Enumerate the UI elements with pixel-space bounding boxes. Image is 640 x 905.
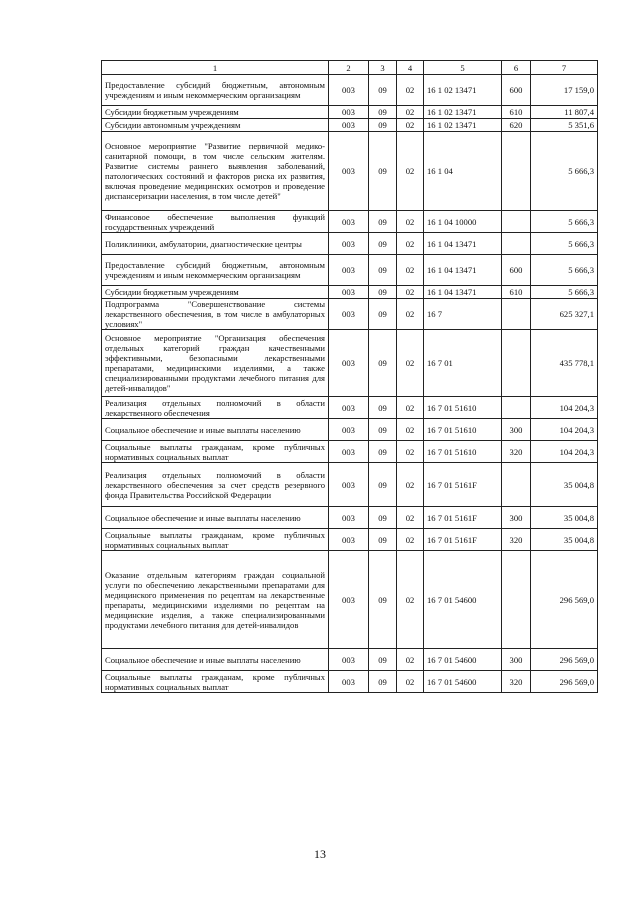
section-code: 09 — [369, 255, 397, 286]
column-header: 2 — [329, 61, 369, 75]
expense-type-code — [502, 551, 531, 649]
expense-type-code: 610 — [502, 106, 531, 119]
target-article-code: 16 1 04 13471 — [424, 286, 502, 299]
amount: 35 004,8 — [531, 529, 598, 551]
subsection-code: 02 — [397, 397, 424, 419]
column-header: 3 — [369, 61, 397, 75]
subsection-code: 02 — [397, 671, 424, 693]
table-row — [102, 397, 598, 419]
item-name: Поликлиники, амбулатории, диагностические центры — [102, 233, 329, 255]
expense-type-code — [502, 299, 531, 330]
admin-code: 003 — [329, 211, 369, 233]
admin-code: 003 — [329, 649, 369, 671]
target-article-code: 16 7 01 — [424, 330, 502, 397]
admin-code: 003 — [329, 529, 369, 551]
section-code: 09 — [369, 119, 397, 132]
expense-type-code: 300 — [502, 419, 531, 441]
admin-code: 003 — [329, 119, 369, 132]
target-article-code: 16 1 04 10000 — [424, 211, 502, 233]
expense-type-code: 600 — [502, 255, 531, 286]
amount: 296 569,0 — [531, 551, 598, 649]
target-article-code: 16 7 — [424, 299, 502, 330]
subsection-code: 02 — [397, 255, 424, 286]
target-article-code: 16 7 01 5161F — [424, 507, 502, 529]
page-number: 13 — [314, 847, 326, 861]
section-code: 09 — [369, 551, 397, 649]
column-header: 6 — [502, 61, 531, 75]
subsection-code: 02 — [397, 119, 424, 132]
target-article-code: 16 1 04 — [424, 132, 502, 211]
amount: 625 327,1 — [531, 299, 598, 330]
subsection-code: 02 — [397, 233, 424, 255]
subsection-code: 02 — [397, 106, 424, 119]
target-article-code: 16 7 01 51610 — [424, 397, 502, 419]
admin-code: 003 — [329, 132, 369, 211]
table-row — [102, 132, 598, 211]
table-header-row — [102, 61, 598, 75]
admin-code: 003 — [329, 397, 369, 419]
amount: 17 159,0 — [531, 75, 598, 106]
expense-type-code: 300 — [502, 649, 531, 671]
expense-type-code: 610 — [502, 286, 531, 299]
expense-type-code — [502, 330, 531, 397]
budget-table — [101, 60, 598, 693]
expense-type-code: 320 — [502, 671, 531, 693]
admin-code: 003 — [329, 441, 369, 463]
column-header: 4 — [397, 61, 424, 75]
subsection-code: 02 — [397, 463, 424, 507]
table-row — [102, 233, 598, 255]
admin-code: 003 — [329, 255, 369, 286]
expense-type-code: 600 — [502, 75, 531, 106]
table-row — [102, 299, 598, 330]
subsection-code: 02 — [397, 299, 424, 330]
amount: 435 778,1 — [531, 330, 598, 397]
amount: 5 666,3 — [531, 132, 598, 211]
column-header: 5 — [424, 61, 502, 75]
table-row — [102, 119, 598, 132]
subsection-code: 02 — [397, 211, 424, 233]
target-article-code: 16 1 04 13471 — [424, 255, 502, 286]
table-row — [102, 286, 598, 299]
table-row — [102, 671, 598, 693]
admin-code: 003 — [329, 75, 369, 106]
admin-code: 003 — [329, 106, 369, 119]
item-name: Подпрограмма "Совершенствование системы лекарственного обеспечения, в том числе в амбулаторных условиях" — [102, 299, 329, 330]
section-code: 09 — [369, 507, 397, 529]
table-row — [102, 106, 598, 119]
expense-type-code: 320 — [502, 441, 531, 463]
subsection-code: 02 — [397, 529, 424, 551]
table-row — [102, 441, 598, 463]
subsection-code: 02 — [397, 441, 424, 463]
subsection-code: 02 — [397, 286, 424, 299]
target-article-code: 16 7 01 51610 — [424, 441, 502, 463]
admin-code: 003 — [329, 551, 369, 649]
target-article-code: 16 7 01 5161F — [424, 463, 502, 507]
amount: 104 204,3 — [531, 441, 598, 463]
expense-type-code — [502, 233, 531, 255]
table-row — [102, 551, 598, 649]
section-code: 09 — [369, 441, 397, 463]
item-name: Реализация отдельных полномочий в области лекарственного обеспечения — [102, 397, 329, 419]
item-name: Предоставление субсидий бюджетным, автономным учреждениям и иным некоммерческим организациям — [102, 75, 329, 106]
section-code: 09 — [369, 132, 397, 211]
item-name: Социальное обеспечение и иные выплаты населению — [102, 649, 329, 671]
section-code: 09 — [369, 106, 397, 119]
section-code: 09 — [369, 299, 397, 330]
target-article-code: 16 7 01 5161F — [424, 529, 502, 551]
section-code: 09 — [369, 671, 397, 693]
expense-type-code: 300 — [502, 507, 531, 529]
target-article-code: 16 1 02 13471 — [424, 75, 502, 106]
table-row — [102, 75, 598, 106]
section-code: 09 — [369, 463, 397, 507]
amount: 104 204,3 — [531, 397, 598, 419]
admin-code: 003 — [329, 463, 369, 507]
subsection-code: 02 — [397, 330, 424, 397]
amount: 296 569,0 — [531, 649, 598, 671]
section-code: 09 — [369, 330, 397, 397]
item-name: Социальные выплаты гражданам, кроме публичных нормативных социальных выплат — [102, 671, 329, 693]
section-code: 09 — [369, 75, 397, 106]
admin-code: 003 — [329, 286, 369, 299]
section-code: 09 — [369, 233, 397, 255]
table-row — [102, 463, 598, 507]
table-row — [102, 507, 598, 529]
section-code: 09 — [369, 649, 397, 671]
target-article-code: 16 1 02 13471 — [424, 119, 502, 132]
amount: 5 666,3 — [531, 286, 598, 299]
section-code: 09 — [369, 397, 397, 419]
admin-code: 003 — [329, 233, 369, 255]
subsection-code: 02 — [397, 132, 424, 211]
target-article-code: 16 1 04 13471 — [424, 233, 502, 255]
section-code: 09 — [369, 211, 397, 233]
item-name: Субсидии бюджетным учреждениям — [102, 286, 329, 299]
target-article-code: 16 7 01 54600 — [424, 649, 502, 671]
subsection-code: 02 — [397, 649, 424, 671]
admin-code: 003 — [329, 330, 369, 397]
target-article-code: 16 7 01 51610 — [424, 419, 502, 441]
table-row — [102, 649, 598, 671]
expense-type-code: 320 — [502, 529, 531, 551]
item-name: Финансовое обеспечение выполнения функций государственных учреждений — [102, 211, 329, 233]
expense-type-code — [502, 132, 531, 211]
amount: 11 807,4 — [531, 106, 598, 119]
item-name: Социальные выплаты гражданам, кроме публичных нормативных социальных выплат — [102, 529, 329, 551]
item-name: Предоставление субсидий бюджетным, автономным учреждениям и иным некоммерческим организациям — [102, 255, 329, 286]
target-article-code: 16 7 01 54600 — [424, 551, 502, 649]
subsection-code: 02 — [397, 551, 424, 649]
item-name: Социальные выплаты гражданам, кроме публичных нормативных социальных выплат — [102, 441, 329, 463]
admin-code: 003 — [329, 299, 369, 330]
expense-type-code — [502, 463, 531, 507]
subsection-code: 02 — [397, 75, 424, 106]
item-name: Реализация отдельных полномочий в области лекарственного обеспечения за счет средств резервного фонда Правительства Российской Федерации — [102, 463, 329, 507]
admin-code: 003 — [329, 419, 369, 441]
subsection-code: 02 — [397, 507, 424, 529]
admin-code: 003 — [329, 671, 369, 693]
amount: 35 004,8 — [531, 463, 598, 507]
section-code: 09 — [369, 419, 397, 441]
amount: 5 666,3 — [531, 211, 598, 233]
table-row — [102, 255, 598, 286]
item-name: Социальное обеспечение и иные выплаты населению — [102, 507, 329, 529]
amount: 5 351,6 — [531, 119, 598, 132]
target-article-code: 16 1 02 13471 — [424, 106, 502, 119]
column-header: 7 — [531, 61, 598, 75]
item-name: Субсидии автономным учреждениям — [102, 119, 329, 132]
expense-type-code — [502, 211, 531, 233]
item-name: Субсидии бюджетным учреждениям — [102, 106, 329, 119]
table-row — [102, 330, 598, 397]
item-name: Основное мероприятие "Организация обеспечения отдельных категорий граждан качественными эффективными, безопасными лекарственными препаратами, медицинскими изделиями, а также специализированными продуктами лечебного питания для детей-инвалидов" — [102, 330, 329, 397]
table-row — [102, 529, 598, 551]
table-row — [102, 211, 598, 233]
target-article-code: 16 7 01 54600 — [424, 671, 502, 693]
amount: 5 666,3 — [531, 233, 598, 255]
expense-type-code: 620 — [502, 119, 531, 132]
amount: 35 004,8 — [531, 507, 598, 529]
amount: 296 569,0 — [531, 671, 598, 693]
expense-type-code — [502, 397, 531, 419]
section-code: 09 — [369, 286, 397, 299]
item-name: Основное мероприятие "Развитие первичной медико-санитарной помощи, в том числе сельским жителям. Развитие системы раннего выявления заболеваний, патологических состояний и факторов риска их развития, включая проведение медицинских осмотров и проведение диспансеризации населения, в том числе детей" — [102, 132, 329, 211]
section-code: 09 — [369, 529, 397, 551]
item-name: Социальное обеспечение и иные выплаты населению — [102, 419, 329, 441]
subsection-code: 02 — [397, 419, 424, 441]
table-body — [102, 75, 598, 693]
admin-code: 003 — [329, 507, 369, 529]
amount: 104 204,3 — [531, 419, 598, 441]
item-name: Оказание отдельным категориям граждан социальной услуги по обеспечению лекарственными препаратами для медицинского применения по рецептам на лекарственные препараты, медицинскими изделиями по рецептам на медицинские изделия, а также специализированными продуктами лечебного питания для детей-инвалидов — [102, 551, 329, 649]
column-header: 1 — [102, 61, 329, 75]
table-row — [102, 419, 598, 441]
amount: 5 666,3 — [531, 255, 598, 286]
